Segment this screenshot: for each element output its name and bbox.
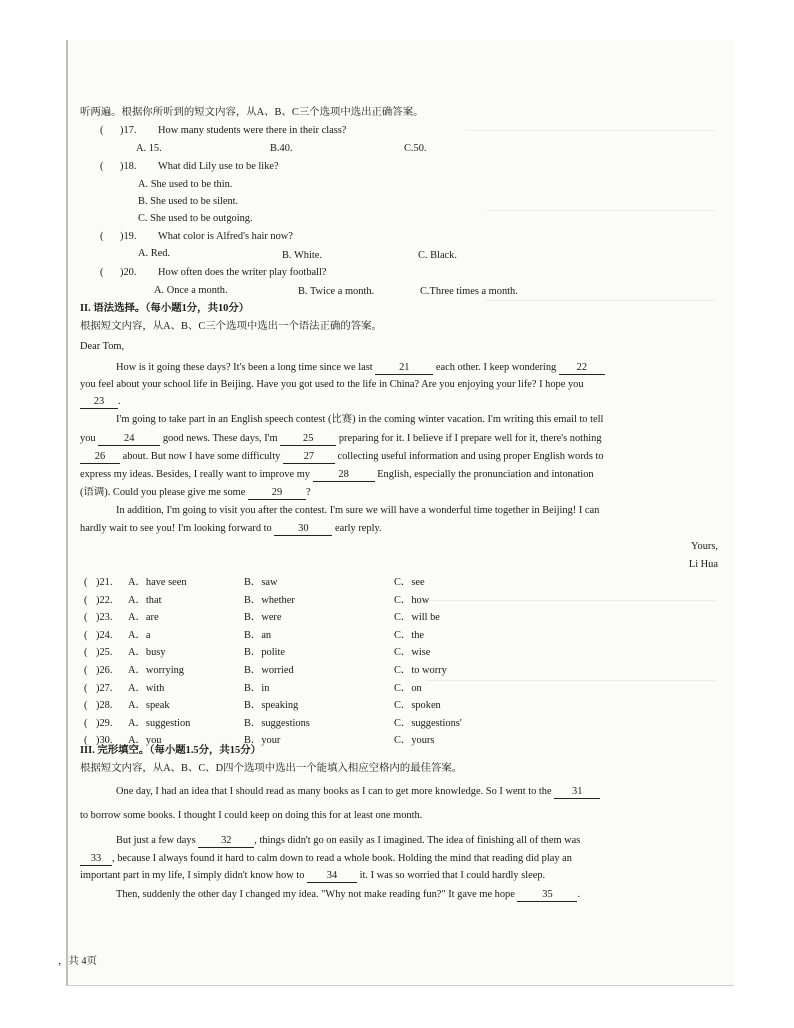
option-c: C．to worry bbox=[394, 665, 447, 676]
cloze-line: One day, I had an idea that I should read as many books as I can to get more knowledge. So I went to the 31 bbox=[116, 785, 600, 799]
blank-21[interactable]: 21 bbox=[375, 362, 433, 375]
answer-paren[interactable]: ( bbox=[84, 577, 88, 588]
answer-paren[interactable]: ( bbox=[100, 125, 104, 136]
option-b: B．an bbox=[244, 629, 272, 641]
option-c: C．see bbox=[394, 577, 425, 588]
letter-line: you 24 good news. These days, I'm 25 preparing for it. I believe if I prepare well for it, there's nothing bbox=[80, 433, 602, 444]
blank-22[interactable]: 22 bbox=[559, 362, 605, 375]
option-a: A．worrying bbox=[128, 665, 184, 676]
answer-paren[interactable]: ( bbox=[84, 735, 88, 747]
option-b: B．suggestions bbox=[244, 717, 310, 729]
question-number: )20. bbox=[120, 267, 137, 278]
option-a: A. 15. bbox=[136, 143, 162, 154]
option-b: B．in bbox=[244, 682, 270, 694]
blank-27[interactable]: 27 bbox=[283, 451, 335, 464]
option-b: B．saw bbox=[244, 577, 278, 588]
option-c: C．on bbox=[394, 682, 422, 694]
question-number: )23. bbox=[96, 612, 113, 624]
answer-paren[interactable]: ( bbox=[100, 231, 104, 242]
cloze-instruction: 根据短文内容，从A、B、C、D四个选项中选出一个能填入相应空格内的最佳答案。 bbox=[80, 763, 463, 774]
blank-30[interactable]: 30 bbox=[274, 523, 332, 536]
blank-28[interactable]: 28 bbox=[313, 469, 375, 482]
option-b: B．polite bbox=[244, 647, 285, 659]
listening-instruction: 听两遍。根据你所听到的短文内容，从A、B、C三个选项中选出正确答案。 bbox=[80, 107, 424, 118]
option-a: A. Red. bbox=[138, 248, 171, 259]
letter-line: (语调). Could you please give me some 29 ? bbox=[80, 487, 311, 498]
letter-line: 26 about. But now I have some difficulty 27 collecting useful information and using proper English words to bbox=[80, 450, 604, 464]
answer-paren[interactable]: ( bbox=[100, 267, 104, 278]
question-text: How many students were there in their class? bbox=[158, 125, 347, 136]
letter-line: In addition, I'm going to visit you after the contest. I'm sure we will have a wonderful time together in Beijing! I can bbox=[116, 505, 600, 516]
option-c: C.Three times a month. bbox=[420, 286, 518, 297]
letter-line: 23 . bbox=[80, 395, 121, 409]
question-number: )27. bbox=[96, 682, 113, 694]
blank-33[interactable]: 33 bbox=[80, 853, 112, 866]
option-b: B．worried bbox=[244, 665, 294, 676]
option-c: C.50. bbox=[404, 143, 427, 154]
grammar-instruction: 根据短文内容，从A、B、C三个选项中选出一个语法正确的答案。 bbox=[80, 321, 382, 332]
question-number: )21. bbox=[96, 577, 113, 588]
answer-paren[interactable]: ( bbox=[84, 700, 88, 712]
option-b: B．speaking bbox=[244, 700, 299, 712]
option-a: A. Once a month. bbox=[154, 285, 228, 296]
letter-line: you feel about your school life in Beijing. Have you got used to the life in China? Are you enjoying your life? I hope you bbox=[80, 379, 584, 390]
answer-paren[interactable]: ( bbox=[84, 647, 88, 659]
question-number: )26. bbox=[96, 665, 113, 676]
bleed-through bbox=[426, 600, 716, 601]
option-a: A．a bbox=[128, 629, 151, 641]
answer-paren[interactable]: ( bbox=[100, 161, 104, 172]
option-c: C. Black. bbox=[418, 250, 457, 261]
option-c: C．wise bbox=[394, 647, 431, 659]
cloze-line: But just a few days 32 , things didn't go on easily as I imagined. The idea of finishing all of them was bbox=[116, 835, 581, 846]
option-c: C．the bbox=[394, 629, 425, 641]
question-number: )22. bbox=[96, 594, 113, 606]
option-c: C．will be bbox=[394, 612, 440, 624]
question-number: )17. bbox=[120, 125, 137, 136]
blank-34[interactable]: 34 bbox=[307, 870, 357, 883]
bleed-through bbox=[466, 130, 716, 131]
option-b: B. Twice a month. bbox=[298, 286, 375, 297]
question-number: )25. bbox=[96, 647, 113, 659]
option-b: B．your bbox=[244, 735, 281, 747]
question-number: )28. bbox=[96, 700, 113, 712]
blank-23[interactable]: 23 bbox=[80, 396, 118, 409]
blank-24[interactable]: 24 bbox=[98, 433, 160, 446]
blank-31[interactable]: 31 bbox=[554, 786, 600, 799]
blank-32[interactable]: 32 bbox=[198, 835, 254, 848]
option-b: B．whether bbox=[244, 594, 295, 606]
blank-29[interactable]: 29 bbox=[248, 487, 306, 500]
answer-paren[interactable]: ( bbox=[84, 629, 88, 641]
option-a: A．are bbox=[128, 612, 159, 624]
option-c: C．yours bbox=[394, 735, 435, 747]
answer-paren[interactable]: ( bbox=[84, 665, 88, 676]
option-b: B．were bbox=[244, 612, 282, 624]
question-text: What did Lily use to be like? bbox=[158, 161, 279, 172]
option-b: B. White. bbox=[282, 250, 322, 261]
grammar-heading: II. 语法选择。（每小题1分，共10分） bbox=[80, 303, 250, 314]
option-a: A．have seen bbox=[128, 577, 187, 588]
bleed-through bbox=[486, 300, 716, 301]
question-number: )29. bbox=[96, 717, 113, 729]
letter-signature: Li Hua bbox=[688, 559, 718, 570]
exam-sheet bbox=[58, 40, 734, 986]
letter-line: express my ideas. Besides, I really want to improve my 28 English, especially the pronunciation and intonation bbox=[80, 469, 594, 480]
option-c: C．suggestions' bbox=[394, 717, 462, 729]
cloze-line: important part in my life, I simply didn't know how to 34 it. I was so worried that I could hardly sleep. bbox=[80, 870, 546, 881]
blank-25[interactable]: 25 bbox=[280, 433, 336, 446]
question-text: How often does the writer play football? bbox=[158, 267, 327, 278]
letter-line: I'm going to take part in an English speech contest (比赛) in the coming winter vacation. I'm writing this email to tell bbox=[116, 414, 604, 425]
option-b: B. She used to be silent. bbox=[138, 196, 239, 207]
blank-35[interactable]: 35 bbox=[517, 889, 577, 902]
question-number: )19. bbox=[120, 231, 137, 242]
option-a: A．with bbox=[128, 682, 165, 694]
answer-paren[interactable]: ( bbox=[84, 612, 88, 624]
option-a: A．suggestion bbox=[128, 717, 191, 729]
answer-paren[interactable]: ( bbox=[84, 717, 88, 729]
option-c: C. She used to be outgoing. bbox=[138, 213, 253, 224]
option-a: A．you bbox=[128, 735, 162, 747]
question-number: )18. bbox=[120, 161, 137, 172]
option-b: B.40. bbox=[270, 143, 293, 154]
blank-26[interactable]: 26 bbox=[80, 451, 120, 464]
option-a: A. She used to be thin. bbox=[138, 179, 233, 190]
cloze-line: 33 , because I always found it hard to calm down to read a whole book. Holding the mind that reading did play an bbox=[80, 852, 572, 866]
option-a: A．that bbox=[128, 594, 162, 606]
option-c: C．spoken bbox=[394, 700, 441, 712]
cloze-heading: III. 完形填空。（每小题1.5分，共15分） bbox=[80, 745, 261, 756]
answer-paren[interactable]: ( bbox=[84, 682, 88, 694]
letter-line: hardly wait to see you! I'm looking forward to 30 early reply. bbox=[80, 523, 382, 534]
bleed-through bbox=[426, 680, 716, 681]
option-a: A．speak bbox=[128, 700, 170, 712]
cloze-line: to borrow some books. I thought I could keep on doing this for at least one month. bbox=[80, 810, 423, 821]
sheet-edge bbox=[66, 40, 68, 986]
cloze-line: Then, suddenly the other day I changed my idea. "Why not make reading fun?" It gave me hope 35 . bbox=[116, 889, 581, 900]
answer-paren[interactable]: ( bbox=[84, 594, 88, 606]
letter-closing: Yours, bbox=[691, 541, 718, 552]
bleed-through bbox=[486, 210, 716, 211]
option-a: A．busy bbox=[128, 647, 166, 659]
question-number: )30. bbox=[96, 735, 113, 747]
letter-greeting: Dear Tom, bbox=[80, 341, 125, 352]
option-c: C．how bbox=[394, 594, 430, 606]
letter-line: How is it going these days? It's been a long time since we last 21 each other. I keep wondering 22 bbox=[116, 361, 605, 375]
question-text: What color is Alfred's hair now? bbox=[158, 231, 293, 242]
question-number: )24. bbox=[96, 629, 113, 641]
page-footer: ，共 4页 bbox=[58, 956, 97, 967]
